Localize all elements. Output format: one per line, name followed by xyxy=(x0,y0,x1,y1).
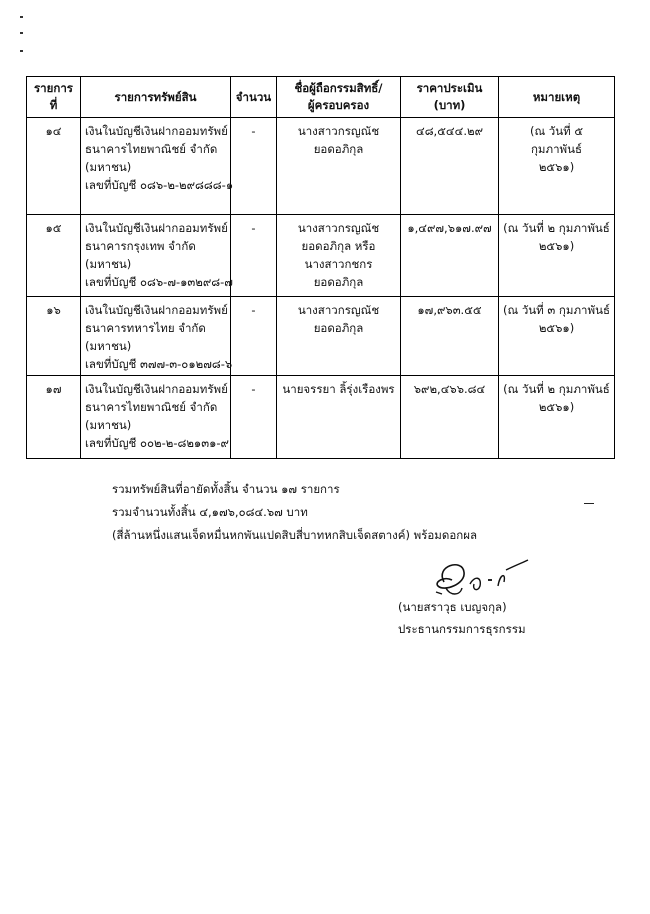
table-row xyxy=(27,376,615,459)
cell-remark: (ณ วันที่ ๒ กุมภาพันธ์ ๒๕๖๑) xyxy=(499,215,615,297)
cell-price: ๑,๔๙๗,๖๑๗.๙๗ xyxy=(401,215,499,297)
cell-item-number: ๑๔ xyxy=(27,118,81,215)
summary-amount-in-words: (สี่ล้านหนึ่งแสนเจ็ดหมื่นหกพันแปดสิบสี่บาทหกสิบเจ็ดสตางค์) พร้อมดอกผล xyxy=(112,528,477,542)
cell-owner: นายจรรยา ลิ้รุ่งเรืองพร xyxy=(277,376,401,459)
summary-total-amount: รวมจำนวนทั้งสิ้น ๔,๑๗๖,๐๘๔.๖๗ บาท xyxy=(112,505,308,519)
header-asset-list: รายการทรัพย์สิน xyxy=(81,77,231,118)
cell-owner: นางสาวกรญณัช ยอดอภิกุล xyxy=(277,297,401,376)
cell-remark: (ณ วันที่ ๕ กุมภาพันธ์ ๒๕๖๑) xyxy=(499,118,615,215)
cell-owner: นางสาวกรญณัช ยอดอภิกุล xyxy=(277,118,401,215)
handwritten-signature xyxy=(420,556,530,598)
table-header-row xyxy=(27,77,615,118)
cell-item-number: ๑๕ xyxy=(27,215,81,297)
header-quantity: จำนวน xyxy=(231,77,277,118)
cell-quantity: - xyxy=(231,297,277,376)
cell-price: ๔๘,๕๔๔.๒๙ xyxy=(401,118,499,215)
header-owner: ชื่อผู้ถือกรรมสิทธิ์/ ผู้ครอบครอง xyxy=(277,77,401,118)
cell-quantity: - xyxy=(231,215,277,297)
table-row xyxy=(27,215,615,297)
cell-remark: (ณ วันที่ ๒ กุมภาพันธ์ ๒๕๖๑) xyxy=(499,376,615,459)
assets-table xyxy=(26,76,615,459)
signatory-position: ประธานกรรมการธุรกรรม xyxy=(398,622,526,636)
header-item-number: รายการ ที่ xyxy=(27,77,81,118)
scan-marks xyxy=(20,14,26,54)
cell-asset: เงินในบัญชีเงินฝากออมทรัพย์ ธนาคารไทยพาณิชย์ จำกัด (มหาชน) เลขที่บัญชี ๐๘๖-๒-๒๙๘๘๘-๑ xyxy=(81,118,231,215)
summary-item-count: รวมทรัพย์สินที่อายัดทั้งสิ้น จำนวน ๑๗ รายการ xyxy=(112,482,340,496)
cell-item-number: ๑๖ xyxy=(27,297,81,376)
header-remark: หมายเหตุ xyxy=(499,77,615,118)
cell-owner: นางสาวกรญณัช ยอดอภิกุล หรือ นางสาวกชกร ยอดอภิกุล xyxy=(277,215,401,297)
header-appraised-price: ราคาประเมิน (บาท) xyxy=(401,77,499,118)
table-row xyxy=(27,297,615,376)
cell-asset: เงินในบัญชีเงินฝากออมทรัพย์ ธนาคารไทยพาณิชย์ จำกัด (มหาชน) เลขที่บัญชี ๐๐๒-๒-๘๒๑๓๑-๙ xyxy=(81,376,231,459)
cell-remark: (ณ วันที่ ๓ กุมภาพันธ์ ๒๕๖๑) xyxy=(499,297,615,376)
cell-quantity: - xyxy=(231,376,277,459)
signatory-name: (นายสราวุธ เบญจกุล) xyxy=(398,600,507,614)
cell-asset: เงินในบัญชีเงินฝากออมทรัพย์ ธนาคารกรุงเทพ จำกัด (มหาชน) เลขที่บัญชี ๐๘๖-๗-๑๓๒๙๘-๗ xyxy=(81,215,231,297)
cell-price: ๑๗,๙๖๓.๕๕ xyxy=(401,297,499,376)
table-row xyxy=(27,118,615,215)
cell-price: ๖๙๒,๔๖๖.๘๔ xyxy=(401,376,499,459)
margin-dash xyxy=(584,503,594,504)
cell-asset: เงินในบัญชีเงินฝากออมทรัพย์ ธนาคารทหารไทย จำกัด (มหาชน) เลขที่บัญชี ๓๗๗-๓-๐๑๒๗๘-๖ xyxy=(81,297,231,376)
cell-quantity: - xyxy=(231,118,277,215)
cell-item-number: ๑๗ xyxy=(27,376,81,459)
